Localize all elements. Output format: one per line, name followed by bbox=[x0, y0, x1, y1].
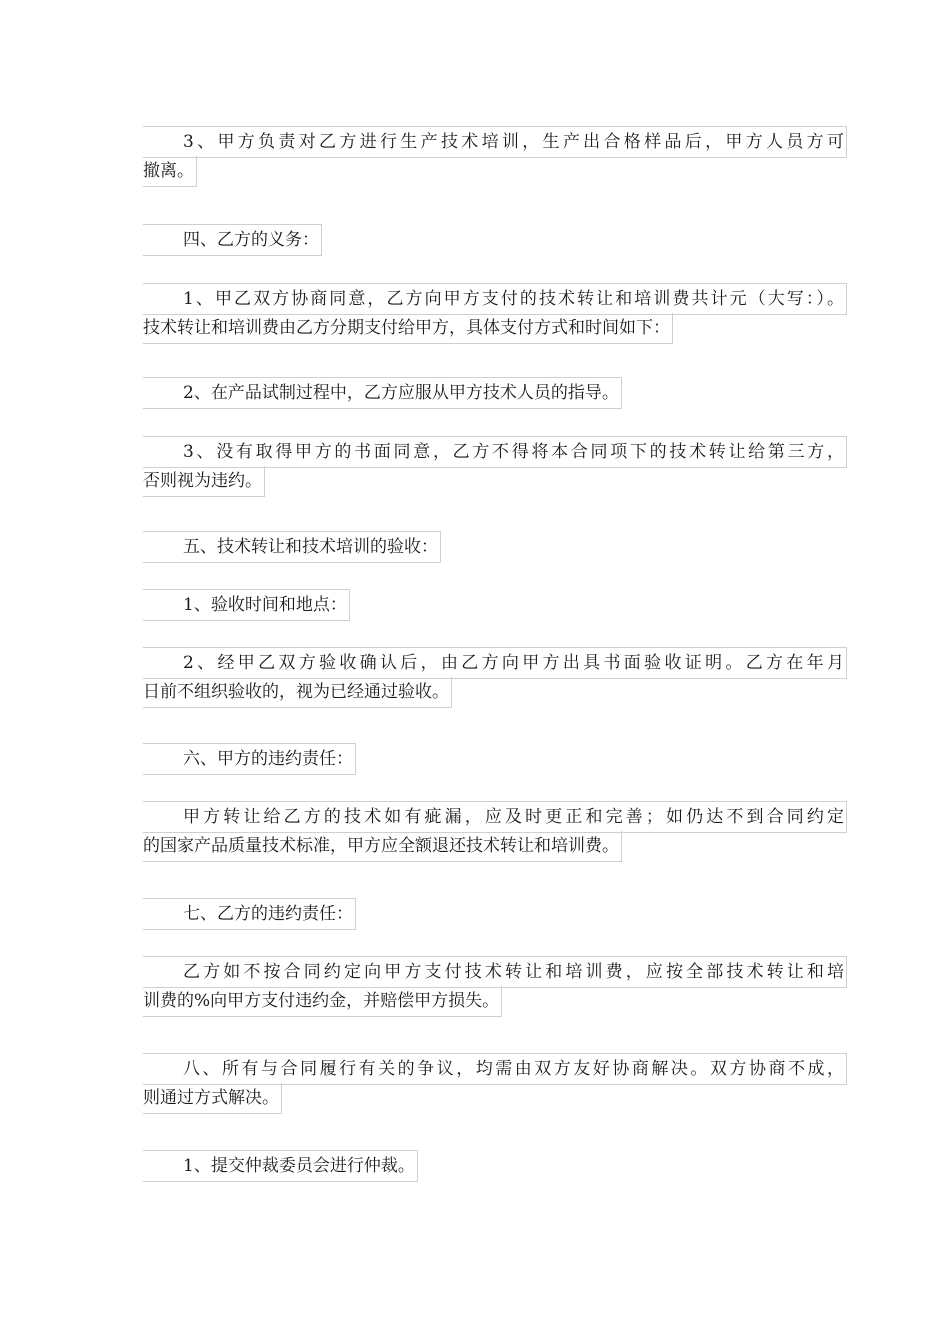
text-line: 甲方转让给乙方的技术如有疵漏，应及时更正和完善；如仍达不到合同约定 bbox=[143, 801, 847, 833]
paragraph-party-a-liability bbox=[143, 801, 844, 861]
text-line: 1、提交仲裁委员会进行仲裁。 bbox=[143, 1150, 418, 1182]
paragraph-training bbox=[143, 126, 844, 186]
text-line: 日前不组织验收的，视为已经通过验收。 bbox=[143, 677, 452, 708]
text-line: 2、经甲乙双方验收确认后，由乙方向甲方出具书面验收证明。乙方在年月 bbox=[143, 647, 847, 679]
section-heading: 六、甲方的违约责任： bbox=[143, 743, 356, 775]
heading-section-4 bbox=[143, 224, 806, 254]
text-line: 八、所有与合同履行有关的争议，均需由双方友好协商解决。双方协商不成， bbox=[143, 1053, 847, 1085]
paragraph-arbitration bbox=[143, 1150, 806, 1180]
text-line: 否则视为违约。 bbox=[143, 466, 265, 497]
text-line: 2、在产品试制过程中，乙方应服从甲方技术人员的指导。 bbox=[143, 377, 622, 409]
text-line: 1、甲乙双方协商同意，乙方向甲方支付的技术转让和培训费共计元（大写：）。 bbox=[143, 283, 847, 315]
paragraph-payment bbox=[143, 283, 844, 343]
text-line: 的国家产品质量技术标准，甲方应全额退还技术转让和培训费。 bbox=[143, 831, 622, 862]
text-line: 则通过方式解决。 bbox=[143, 1083, 282, 1114]
paragraph-guidance bbox=[143, 377, 806, 407]
text-line: 训费的%向甲方支付违约金，并赔偿甲方损失。 bbox=[143, 986, 502, 1017]
section-heading: 五、技术转让和技术培训的验收： bbox=[143, 531, 441, 563]
paragraph-acceptance-proof bbox=[143, 647, 844, 707]
paragraph-acceptance-time bbox=[143, 589, 806, 619]
heading-section-7 bbox=[143, 898, 806, 928]
text-line: 3、甲方负责对乙方进行生产技术培训，生产出合格样品后，甲方人员方可 bbox=[143, 126, 847, 158]
paragraph-disputes bbox=[143, 1053, 844, 1113]
text-line: 撤离。 bbox=[143, 156, 197, 187]
text-line: 3、没有取得甲方的书面同意，乙方不得将本合同项下的技术转让给第三方， bbox=[143, 436, 847, 468]
paragraph-party-b-liability bbox=[143, 956, 844, 1016]
heading-section-6 bbox=[143, 743, 806, 773]
heading-section-5 bbox=[143, 531, 806, 561]
text-line: 1、验收时间和地点： bbox=[143, 589, 350, 621]
paragraph-third-party bbox=[143, 436, 844, 496]
section-heading: 四、乙方的义务： bbox=[143, 224, 322, 256]
text-line: 技术转让和培训费由乙方分期支付给甲方，具体支付方式和时间如下： bbox=[143, 313, 673, 344]
text-line: 乙方如不按合同约定向甲方支付技术转让和培训费，应按全部技术转让和培 bbox=[143, 956, 847, 988]
section-heading: 七、乙方的违约责任： bbox=[143, 898, 356, 930]
